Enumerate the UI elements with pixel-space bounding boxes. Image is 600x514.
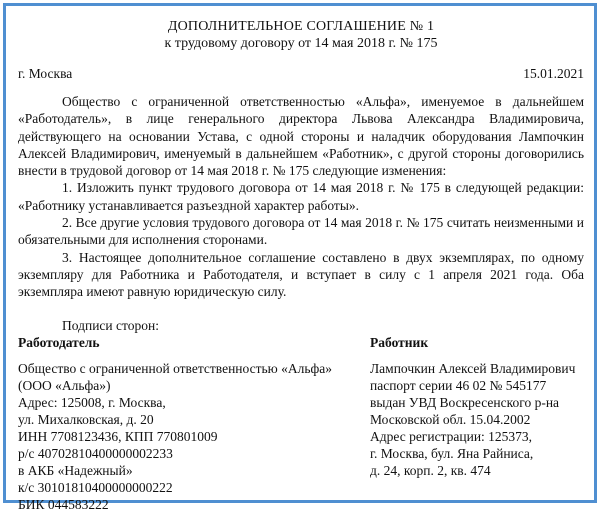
agreement-body xyxy=(18,93,584,301)
signatures-title: Подписи сторон: xyxy=(62,317,159,333)
document-title: ДОПОЛНИТЕЛЬНОЕ СОГЛАШЕНИЕ № 1 xyxy=(167,19,435,34)
employee-line: Лампочкин Алексей Владимирович xyxy=(370,361,576,377)
employer-details xyxy=(18,335,348,514)
employer-line: Общество с ограниченной ответственностью «Альфа» xyxy=(18,361,332,377)
agreement-document xyxy=(18,10,584,512)
item-1: 1. Изложить пункт трудового договора от 14 мая 2018 г. № 175 в следующей редакции: «Работнику устанавливается разъездной характер работы». xyxy=(18,180,584,213)
preamble-paragraph: Общество с ограниченной ответственностью «Альфа», именуемое в дальнейшем «Работодатель», в лице генерального директора Львова Александра Владимировича, действующего на основании Устава, с одной стороны и наладчик оборудования Лампочкин Алексей Владимирович, именуемый в дальнейшем «Работник», с другой стороны договорились внести в трудовой договор от 14 мая 2018 г. № 175 следующие изменения: xyxy=(18,94,584,179)
city-date-row xyxy=(18,65,584,82)
employee-line: г. Москва, бул. Яна Райниса, xyxy=(370,446,534,461)
city: г. Москва xyxy=(18,66,73,81)
employer-line: БИК 044583222 xyxy=(18,496,109,512)
employer-heading: Работодатель xyxy=(18,334,100,350)
employer-line: к/с 30101810400000000222 xyxy=(18,479,173,495)
employee-line: д. 24, корп. 2, кв. 474 xyxy=(370,462,491,478)
employee-line: Московской обл. 15.04.2002 xyxy=(370,412,531,428)
employer-line: ул. Михалковская, д. 20 xyxy=(18,412,154,428)
employee-line: выдан УВД Воскресенского р-на xyxy=(370,395,560,411)
item-2: 2. Все другие условия трудового договора от 14 мая 2018 г. № 175 считать неизменными и обязательными для исполнения сторонами. xyxy=(18,215,584,248)
employer-line: р/с 40702810400000002233 xyxy=(18,446,173,461)
employer-line: ИНН 7708123436, КПП 770801009 xyxy=(18,429,218,445)
document-frame xyxy=(3,3,597,512)
employee-heading: Работник xyxy=(370,334,429,350)
document-date: 15.01.2021 xyxy=(523,66,584,81)
employee-line: паспорт серии 46 02 № 545177 xyxy=(370,378,547,394)
employer-line: в АКБ «Надежный» xyxy=(18,462,133,478)
employee-details xyxy=(370,335,584,480)
document-subtitle: к трудовому договору от 14 мая 2018 г. № 175 xyxy=(164,36,438,51)
employer-line: Адрес: 125008, г. Москва, xyxy=(18,395,166,411)
employer-line: (ООО «Альфа») xyxy=(18,378,111,394)
item-3: 3. Настоящее дополнительное соглашение составлено в двух экземплярах, по одному экземпляру для Работника и Работодателя, и вступает в силу с 1 апреля 2021 года. Оба экземпляра имеют равную юридическую силу. xyxy=(18,249,584,300)
employee-line: Адрес регистрации: 125373, xyxy=(370,429,533,445)
